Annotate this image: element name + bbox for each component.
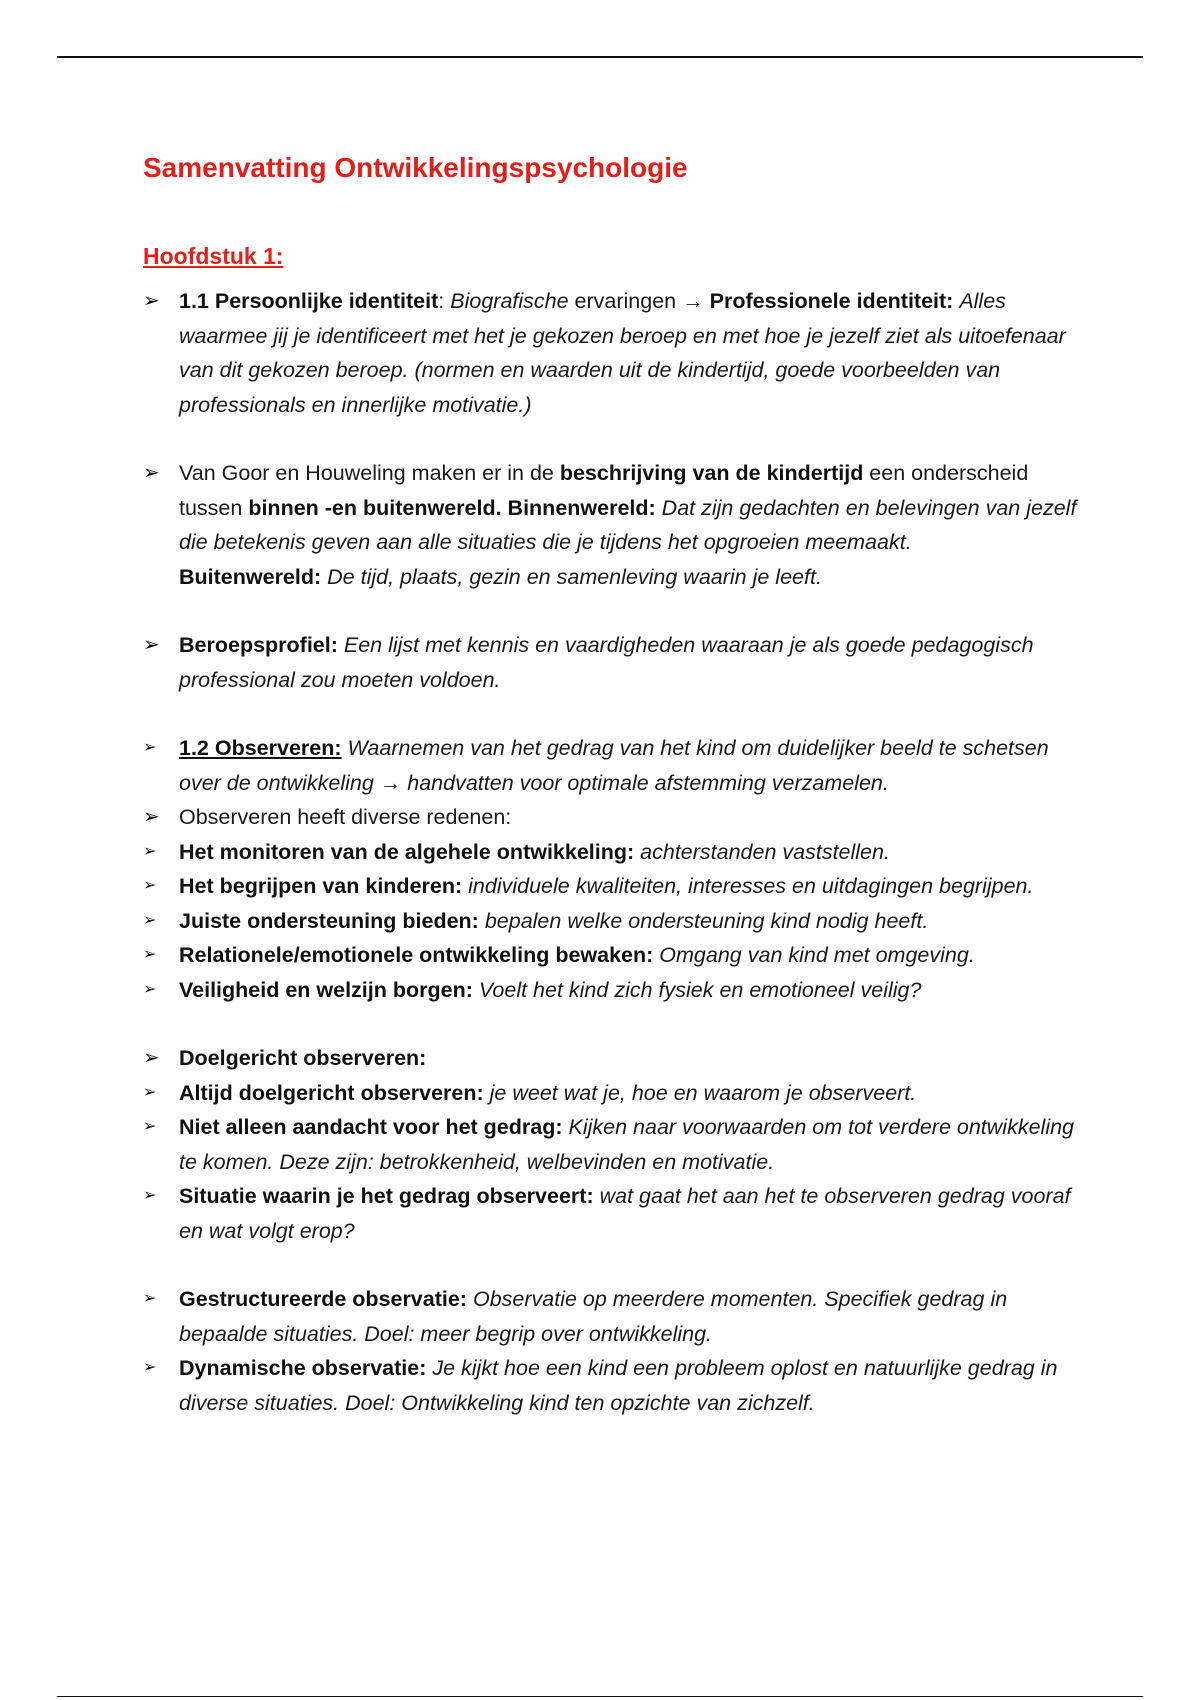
list-item: ➢ Van Goor en Houweling maken er in de beschrijving van de kindertijd een onderscheid tussen binnen -en buitenwereld. Binnenwereld: Dat zijn gedachten en belevingen van jezelf die betekenis geven aan alle situaties die je tijdens het opgroeien meemaakt. Buitenwereld: De tijd, plaats, gezin en samenleving waarin je leeft. [143,456,1078,594]
arrow-bullet-icon: ➢ [143,946,157,963]
bottom-rule [57,1696,1143,1697]
list-item: ➢ Gestructureerde observatie: Observatie op meerdere momenten. Specifiek gedrag in bepaalde situaties. Doel: meer begrip over ontwikkeling. [143,1282,1078,1351]
list-item: ➢ Altijd doelgericht observeren: je weet wat je, hoe en waarom je observeert. [143,1076,1078,1111]
right-arrow-icon: → [379,770,402,795]
list-item: ➢ Doelgericht observeren: [143,1041,1078,1076]
arrow-bullet-icon: ➢ [143,1187,157,1204]
list-item: ➢ Relationele/emotionele ontwikkeling bewaken: Omgang van kind met omgeving. [143,938,1078,973]
arrow-bullet-icon: ➢ [143,842,157,860]
list-item: ➢ Beroepsprofiel: Een lijst met kennis en vaardigheden waaraan je als goede pedagogisch professional zou moeten voldoen. [143,628,1078,697]
bullet-list [143,284,1078,1420]
document-page [143,140,1078,1420]
arrow-bullet-icon: ➢ [143,980,157,998]
list-item: ➢ Juiste ondersteuning bieden: bepalen welke ondersteuning kind nodig heeft. [143,904,1078,939]
list-item: ➢ Dynamische observatie: Je kijkt hoe een kind een probleem oplost en natuurlijke gedrag in diverse situaties. Doel: Ontwikkeling kind ten opzichte van zichzelf. [143,1351,1078,1420]
list-item: ➢ Het begrijpen van kinderen: individuele kwaliteiten, interesses en uitdagingen begrijpen. [143,869,1078,904]
list-item: ➢ Niet alleen aandacht voor het gedrag: Kijken naar voorwaarden om tot verdere ontwikkeling te komen. Deze zijn: betrokkenheid, welbevinden en motivatie. [143,1110,1078,1179]
arrow-bullet-icon: ➢ [143,1083,157,1101]
list-item: ➢ Situatie waarin je het gedrag observeert: wat gaat het aan het te observeren gedrag vooraf en wat volgt erop? [143,1179,1078,1248]
chapter-heading: Hoofdstuk 1: [143,243,284,269]
arrow-bullet-icon: ➢ [143,1118,157,1135]
list-item: ➢ Veiligheid en welzijn borgen: Voelt het kind zich fysiek en emotioneel veilig? [143,973,1078,1008]
list-item: ➢ Observeren heeft diverse redenen: [143,800,1078,835]
arrow-bullet-icon: ➢ [143,911,157,929]
document-title: Samenvatting Ontwikkelingspsychologie [143,152,688,183]
top-rule [57,56,1143,58]
arrow-bullet-icon: ➢ [143,1047,160,1069]
arrow-bullet-icon: ➢ [143,1359,157,1376]
list-item: ➢ 1.1 Persoonlijke identiteit: Biografische ervaringen → Professionele identiteit: Alles waarmee jij je identificeert met het je gekozen beroep en met hoe je jezelf ziet als uitoefenaar van dit gekozen beroep. (normen en waarden uit de kindertijd, goede voorbeelden van professionals en innerlijke motivatie.) [143,284,1078,422]
arrow-bullet-icon: ➢ [143,462,160,484]
arrow-bullet-icon: ➢ [143,1290,157,1307]
right-arrow-icon: → [682,289,704,313]
arrow-bullet-icon: ➢ [143,634,160,656]
list-item: ➢ Het monitoren van de algehele ontwikkeling: achterstanden vaststellen. [143,835,1078,870]
list-item: ➢ 1.2 Observeren: Waarnemen van het gedrag van het kind om duidelijker beeld te schetsen over de ontwikkeling → handvatten voor optimale afstemming verzamelen. [143,731,1078,800]
arrow-bullet-icon: ➢ [143,739,157,756]
arrow-bullet-icon: ➢ [143,806,160,828]
arrow-bullet-icon: ➢ [143,290,160,312]
arrow-bullet-icon: ➢ [143,877,157,894]
